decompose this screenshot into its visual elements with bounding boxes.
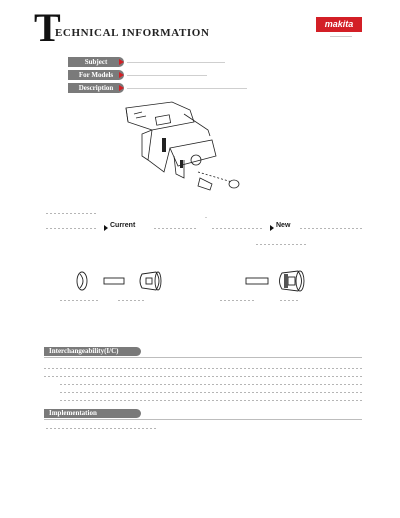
description-arrow-icon	[119, 85, 124, 91]
for-models-tag: For Models	[68, 70, 124, 80]
new-note-line	[256, 244, 306, 245]
tool-illustration	[112, 100, 252, 200]
new-part-caption-b	[280, 300, 300, 301]
current-right-rule	[154, 228, 198, 229]
new-parts-illustration	[242, 266, 322, 296]
interchangeability-text-line-1	[44, 368, 362, 369]
current-parts-illustration	[70, 266, 170, 296]
description-value	[127, 88, 247, 89]
new-label: New	[276, 222, 291, 229]
new-arrow-icon	[270, 225, 274, 231]
description-tag: Description	[68, 83, 124, 93]
interchangeability-text-line-2	[44, 376, 362, 377]
subject-value	[127, 62, 225, 63]
new-part-caption-a	[220, 300, 256, 301]
makita-logo: makita	[316, 17, 362, 32]
current-part-caption-a	[60, 300, 100, 301]
implementation-section-header: Implementation	[44, 409, 141, 418]
subject-tag: Subject	[68, 57, 124, 67]
new-left-rule	[212, 228, 264, 229]
implementation-text-line	[46, 428, 158, 429]
new-right-rule	[300, 228, 362, 229]
current-part-caption-b	[118, 300, 146, 301]
current-arrow-icon	[104, 225, 108, 231]
subject-arrow-icon	[119, 59, 124, 65]
current-left-rule	[46, 228, 96, 229]
for-models-arrow-icon	[119, 72, 124, 78]
for-models-value	[127, 75, 207, 76]
title-initial: T	[34, 5, 61, 50]
caption-line	[46, 213, 98, 214]
implementation-divider	[44, 419, 362, 420]
interchangeability-section-header: Interchangeability(I/C)	[44, 347, 141, 356]
marker-dot	[205, 217, 207, 218]
interchangeability-text-line-4	[60, 392, 362, 393]
current-label: Current	[110, 222, 136, 229]
logo-subline	[330, 36, 352, 37]
page-title: ECHNICAL INFORMATION	[55, 27, 210, 39]
interchangeability-divider	[44, 357, 362, 358]
interchangeability-text-line-5	[60, 400, 362, 401]
interchangeability-text-line-3	[60, 384, 362, 385]
